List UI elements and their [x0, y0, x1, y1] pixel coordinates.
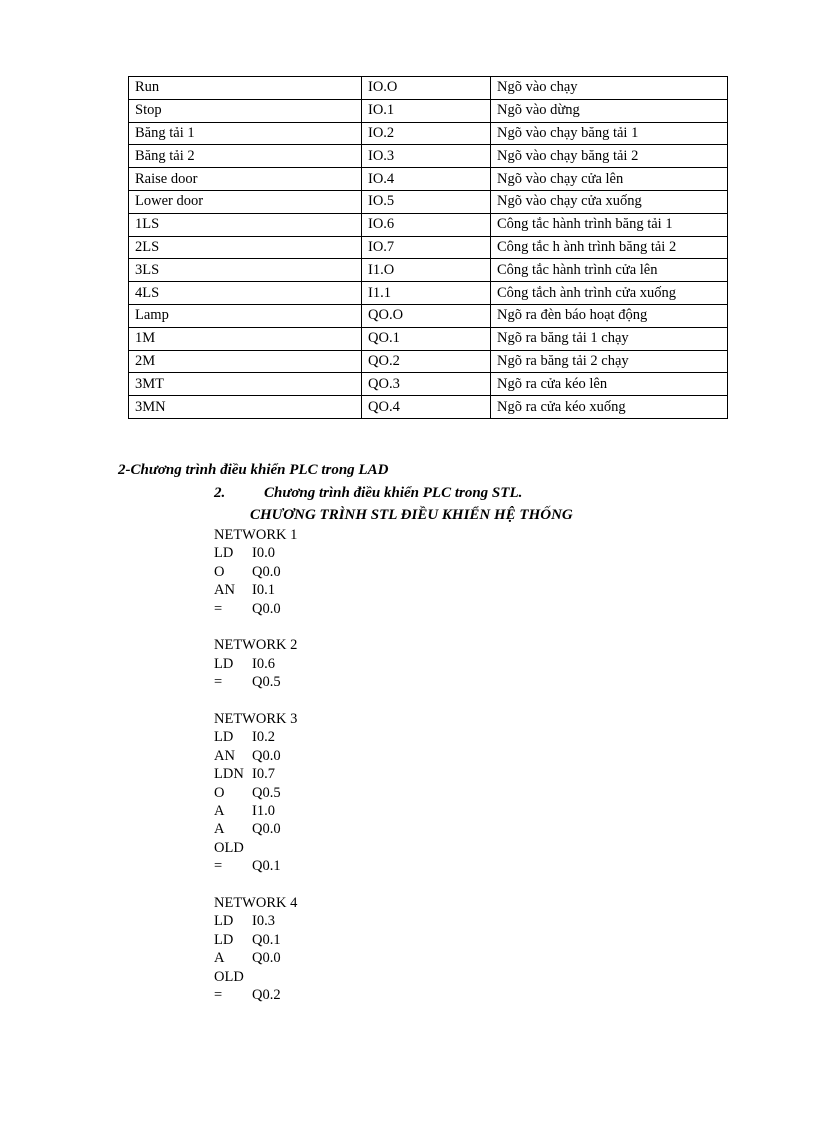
- io-description-cell: Ngõ vào chạy cửa xuống: [491, 190, 728, 213]
- stl-instruction: [214, 820, 297, 838]
- io-name-cell: 4LS: [129, 282, 362, 305]
- stl-operand: I0.2: [252, 729, 275, 746]
- section-number: 2.: [214, 485, 226, 501]
- network-title: NETWORK 4: [214, 895, 298, 912]
- stl-operand: Q0.5: [252, 784, 281, 801]
- table-row: [129, 168, 728, 191]
- io-address-cell: QO.2: [362, 350, 491, 373]
- io-address-cell: QO.4: [362, 396, 491, 419]
- stl-opcode: A: [214, 821, 225, 838]
- stl-operand: I1.0: [252, 803, 275, 820]
- stl-operand: Q0.5: [252, 674, 281, 691]
- io-table-body: [129, 77, 728, 419]
- stl-operand: Q0.1: [252, 931, 281, 948]
- stl-instruction: [214, 728, 297, 746]
- stl-instruction: [214, 581, 297, 599]
- io-name-cell: 2LS: [129, 236, 362, 259]
- io-address-cell: QO.1: [362, 327, 491, 350]
- stl-operand: Q0.1: [252, 858, 281, 875]
- io-description-cell: Ngõ vào chạy cửa lên: [491, 168, 728, 191]
- stl-operand: Q0.0: [252, 747, 281, 764]
- stl-network: [214, 636, 297, 691]
- table-row: [129, 145, 728, 168]
- io-name-cell: 2M: [129, 350, 362, 373]
- table-row: [129, 122, 728, 145]
- stl-operand: Q0.0: [252, 821, 281, 838]
- io-description-cell: Công tắc hành trình băng tải 1: [491, 213, 728, 236]
- io-name-cell: Raise door: [129, 168, 362, 191]
- stl-opcode: AN: [214, 747, 235, 764]
- network-title: NETWORK 1: [214, 527, 298, 543]
- table-row: [129, 236, 728, 259]
- table-row: [129, 350, 728, 373]
- stl-instruction: [214, 765, 297, 783]
- stl-instruction: [214, 655, 297, 673]
- table-row: [129, 373, 728, 396]
- stl-opcode: LDN: [214, 766, 244, 783]
- stl-instruction: [214, 673, 297, 691]
- io-name-cell: 1M: [129, 327, 362, 350]
- io-name-cell: Stop: [129, 99, 362, 122]
- io-name-cell: 3LS: [129, 259, 362, 282]
- io-description-cell: Công tắc h ành trình băng tải 2: [491, 236, 728, 259]
- io-description-cell: Ngõ ra băng tải 2 chạy: [491, 350, 728, 373]
- stl-instruction: [214, 544, 297, 562]
- stl-opcode: O: [214, 784, 225, 801]
- io-name-cell: 3MT: [129, 373, 362, 396]
- io-name-cell: 3MN: [129, 396, 362, 419]
- table-row: [129, 77, 728, 100]
- io-address-cell: IO.2: [362, 122, 491, 145]
- io-description-cell: Ngõ ra cửa kéo lên: [491, 373, 728, 396]
- io-address-cell: IO.O: [362, 77, 491, 100]
- table-row: [129, 327, 728, 350]
- network-title: NETWORK 3: [214, 711, 298, 728]
- stl-operand: I0.7: [252, 766, 275, 783]
- stl-operand: Q0.0: [252, 600, 281, 617]
- section-heading-stl: [214, 485, 522, 502]
- stl-instruction: [214, 563, 297, 581]
- io-address-cell: QO.3: [362, 373, 491, 396]
- io-address-cell: IO.3: [362, 145, 491, 168]
- stl-opcode: OLD: [214, 839, 244, 856]
- io-name-cell: Lamp: [129, 304, 362, 327]
- stl-operand: I0.1: [252, 582, 275, 599]
- io-description-cell: Ngõ vào chạy băng tải 2: [491, 145, 728, 168]
- stl-operand: Q0.2: [252, 987, 281, 1004]
- stl-instruction: [214, 600, 297, 618]
- stl-opcode: LD: [214, 931, 234, 948]
- section-heading-stl-text: Chương trình điều khiển PLC trong STL.: [264, 485, 523, 501]
- io-name-cell: 1LS: [129, 213, 362, 236]
- stl-program: [214, 526, 297, 1023]
- stl-instruction: [214, 912, 297, 930]
- stl-opcode: LD: [214, 655, 234, 672]
- table-row: [129, 304, 728, 327]
- io-address-cell: IO.7: [362, 236, 491, 259]
- stl-opcode: =: [214, 858, 223, 875]
- io-address-cell: IO.6: [362, 213, 491, 236]
- io-description-cell: Ngõ ra đèn báo hoạt động: [491, 304, 728, 327]
- io-assignment-table: [128, 76, 728, 419]
- io-address-cell: IO.4: [362, 168, 491, 191]
- stl-opcode: OLD: [214, 968, 244, 985]
- stl-opcode: LD: [214, 545, 234, 562]
- stl-network: [214, 526, 297, 618]
- stl-network: [214, 710, 297, 876]
- io-address-cell: I1.O: [362, 259, 491, 282]
- io-description-cell: Công tắch ành trình cửa xuống: [491, 282, 728, 305]
- stl-opcode: LD: [214, 729, 234, 746]
- table-row: [129, 259, 728, 282]
- stl-opcode: LD: [214, 913, 234, 930]
- stl-instruction: [214, 747, 297, 765]
- network-title: NETWORK 2: [214, 637, 298, 654]
- table-row: [129, 99, 728, 122]
- io-description-cell: Ngõ vào chạy băng tải 1: [491, 122, 728, 145]
- io-description-cell: Ngõ ra cửa kéo xuống: [491, 396, 728, 419]
- io-description-cell: Ngõ vào chạy: [491, 77, 728, 100]
- io-address-cell: QO.O: [362, 304, 491, 327]
- stl-opcode: A: [214, 950, 225, 967]
- stl-instruction: [214, 931, 297, 949]
- stl-network: [214, 894, 297, 1004]
- stl-instruction: [214, 857, 297, 875]
- table-row: [129, 190, 728, 213]
- stl-opcode: O: [214, 563, 225, 580]
- io-address-cell: IO.5: [362, 190, 491, 213]
- io-name-cell: Lower door: [129, 190, 362, 213]
- table-row: [129, 282, 728, 305]
- io-description-cell: Công tắc hành trình cửa lên: [491, 259, 728, 282]
- stl-opcode: =: [214, 600, 223, 617]
- table-row: [129, 213, 728, 236]
- stl-instruction: [214, 968, 297, 986]
- io-description-cell: Ngõ ra băng tải 1 chạy: [491, 327, 728, 350]
- stl-instruction: [214, 784, 297, 802]
- stl-operand: Q0.0: [252, 950, 281, 967]
- stl-operand: I0.0: [252, 545, 275, 562]
- stl-instruction: [214, 986, 297, 1004]
- io-name-cell: Băng tải 1: [129, 122, 362, 145]
- io-address-cell: IO.1: [362, 99, 491, 122]
- section-heading-lad: 2-Chương trình điều khiển PLC trong LAD: [118, 462, 389, 478]
- stl-opcode: =: [214, 987, 223, 1004]
- table-row: [129, 396, 728, 419]
- io-address-cell: I1.1: [362, 282, 491, 305]
- stl-program-title: CHƯƠNG TRÌNH STL ĐIỀU KHIỂN HỆ THỐNG: [250, 507, 573, 523]
- io-name-cell: Run: [129, 77, 362, 100]
- stl-operand: Q0.0: [252, 563, 281, 580]
- stl-opcode: AN: [214, 582, 235, 599]
- stl-instruction: [214, 949, 297, 967]
- stl-instruction: [214, 839, 297, 857]
- stl-opcode: A: [214, 803, 225, 820]
- stl-operand: I0.6: [252, 655, 275, 672]
- stl-instruction: [214, 802, 297, 820]
- io-description-cell: Ngõ vào dừng: [491, 99, 728, 122]
- io-name-cell: Băng tải 2: [129, 145, 362, 168]
- stl-opcode: =: [214, 674, 223, 691]
- stl-operand: I0.3: [252, 913, 275, 930]
